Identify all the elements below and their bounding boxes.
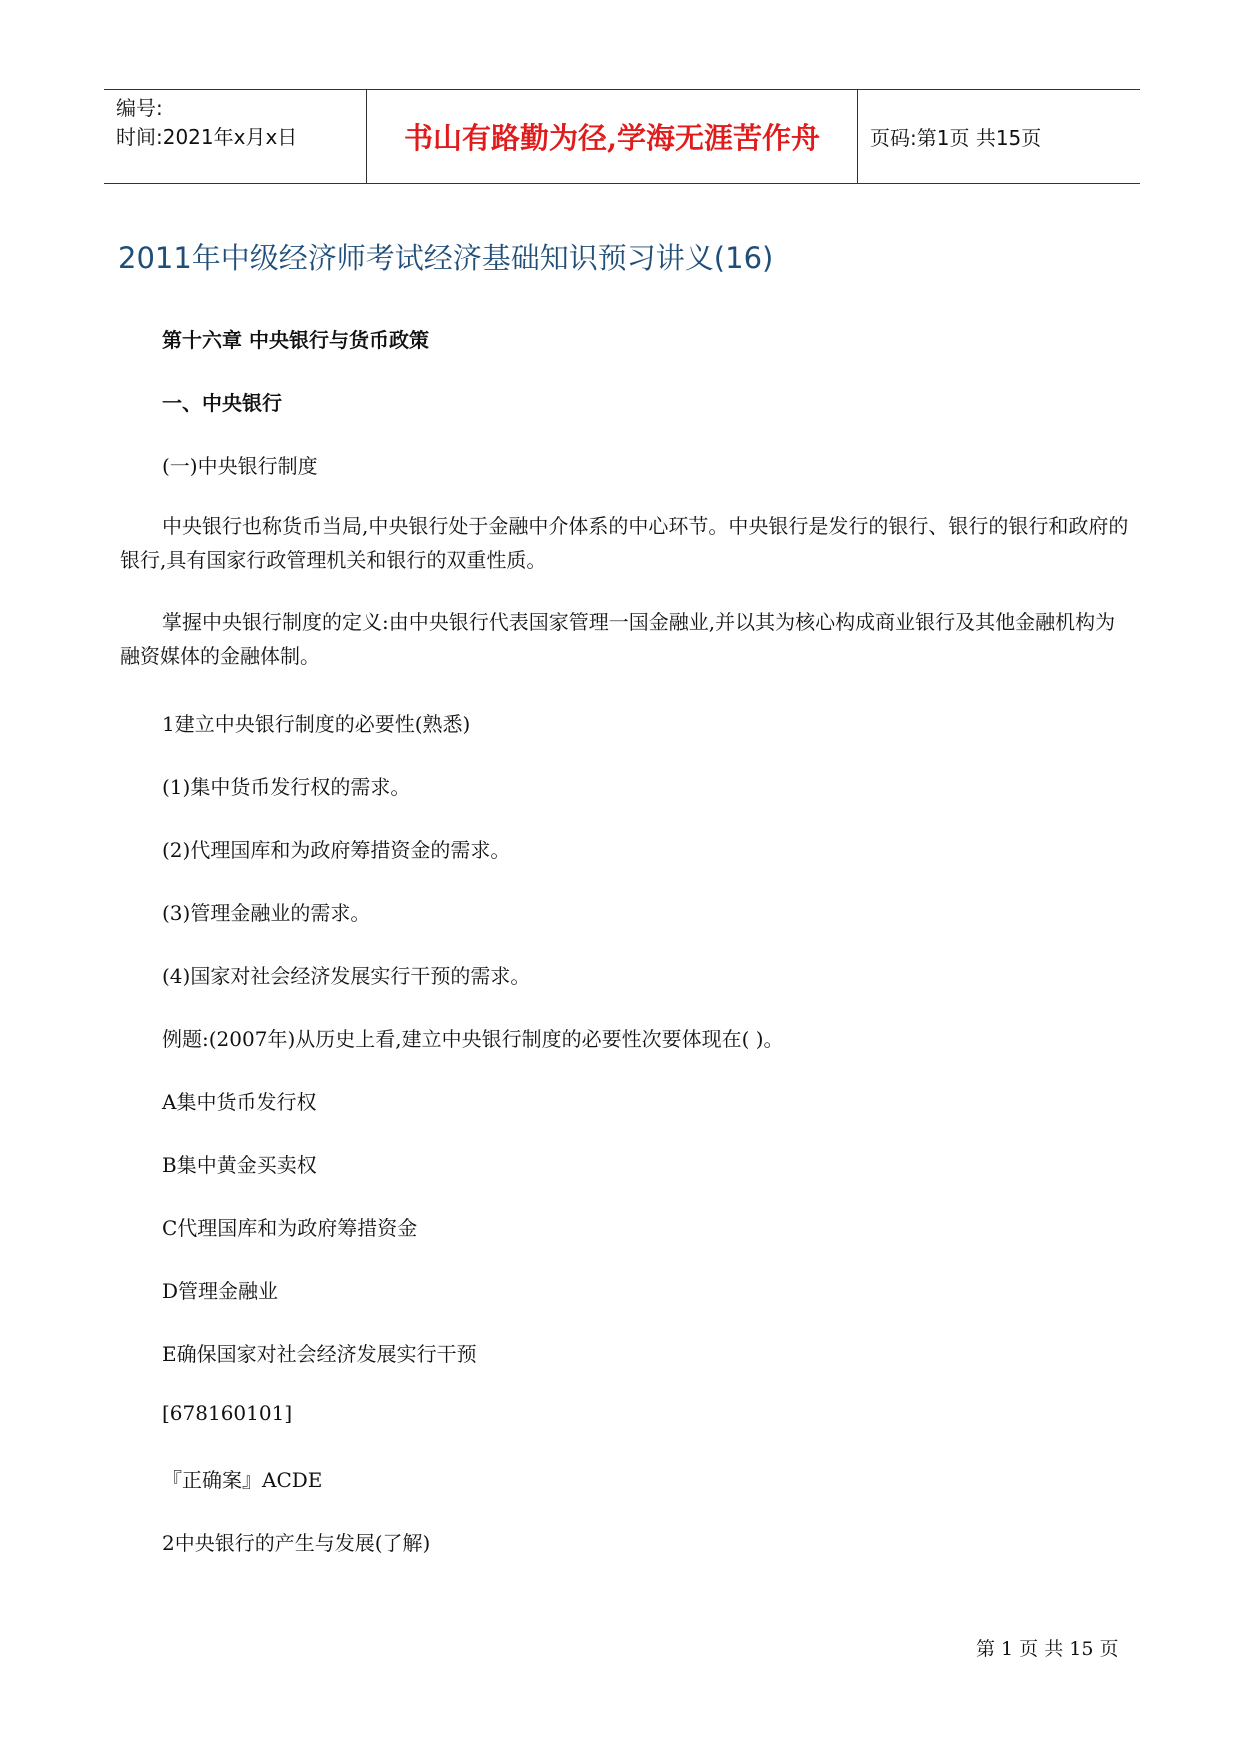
header-page-info: 页码:第1页 共15页 (870, 126, 1042, 150)
list-item: (3)管理金融业的需求。 (162, 901, 371, 925)
option-c: C代理国库和为政府筹措资金 (162, 1216, 418, 1240)
subsection-heading: (一)中央银行制度 (162, 454, 318, 478)
option-d: D管理金融业 (162, 1279, 279, 1303)
question-code: [678160101] (162, 1401, 293, 1425)
option-a: A集中货币发行权 (162, 1090, 317, 1114)
option-b: B集中黄金买卖权 (162, 1153, 317, 1177)
option-e: E确保国家对社会经济发展实行干预 (162, 1342, 477, 1366)
list-item: (1)集中货币发行权的需求。 (162, 775, 411, 799)
answer: 『正确案』ACDE (162, 1468, 323, 1492)
item-heading-1: 1建立中央银行制度的必要性(熟悉) (162, 712, 471, 736)
page-footer: 第 1 页 共 15 页 (976, 1638, 1119, 1660)
time-label: 时间:2021年x月x日 (116, 125, 298, 149)
header-meta (104, 90, 367, 183)
list-item: (2)代理国库和为政府筹措资金的需求。 (162, 838, 511, 862)
example-question: 例题:(2007年)从历史上看,建立中央银行制度的必要性次要体现在( )。 (162, 1027, 784, 1051)
chapter-heading: 第十六章 中央银行与货币政策 (162, 328, 429, 352)
number-label: 编号: (116, 96, 163, 120)
header-motto: 书山有路勤为径,学海无涯苦作舟 (367, 90, 858, 183)
list-item: (4)国家对社会经济发展实行干预的需求。 (162, 964, 531, 988)
document-header (104, 89, 1140, 184)
item-heading-2: 2中央银行的产生与发展(了解) (162, 1531, 431, 1555)
document-title: 2011年中级经济师考试经济基础知识预习讲义(16) (118, 241, 774, 275)
paragraph-2: 掌握中央银行制度的定义:由中央银行代表国家管理一国金融业,并以其为核心构成商业银行及其他金融机构为融资媒体的金融体制。 (120, 610, 1116, 668)
section-heading: 一、中央银行 (162, 391, 282, 415)
paragraph-1: 中央银行也称货币当局,中央银行处于金融中介体系的中心环节。中央银行是发行的银行、银行的银行和政府的银行,具有国家行政管理机关和银行的双重性质。 (120, 514, 1129, 572)
